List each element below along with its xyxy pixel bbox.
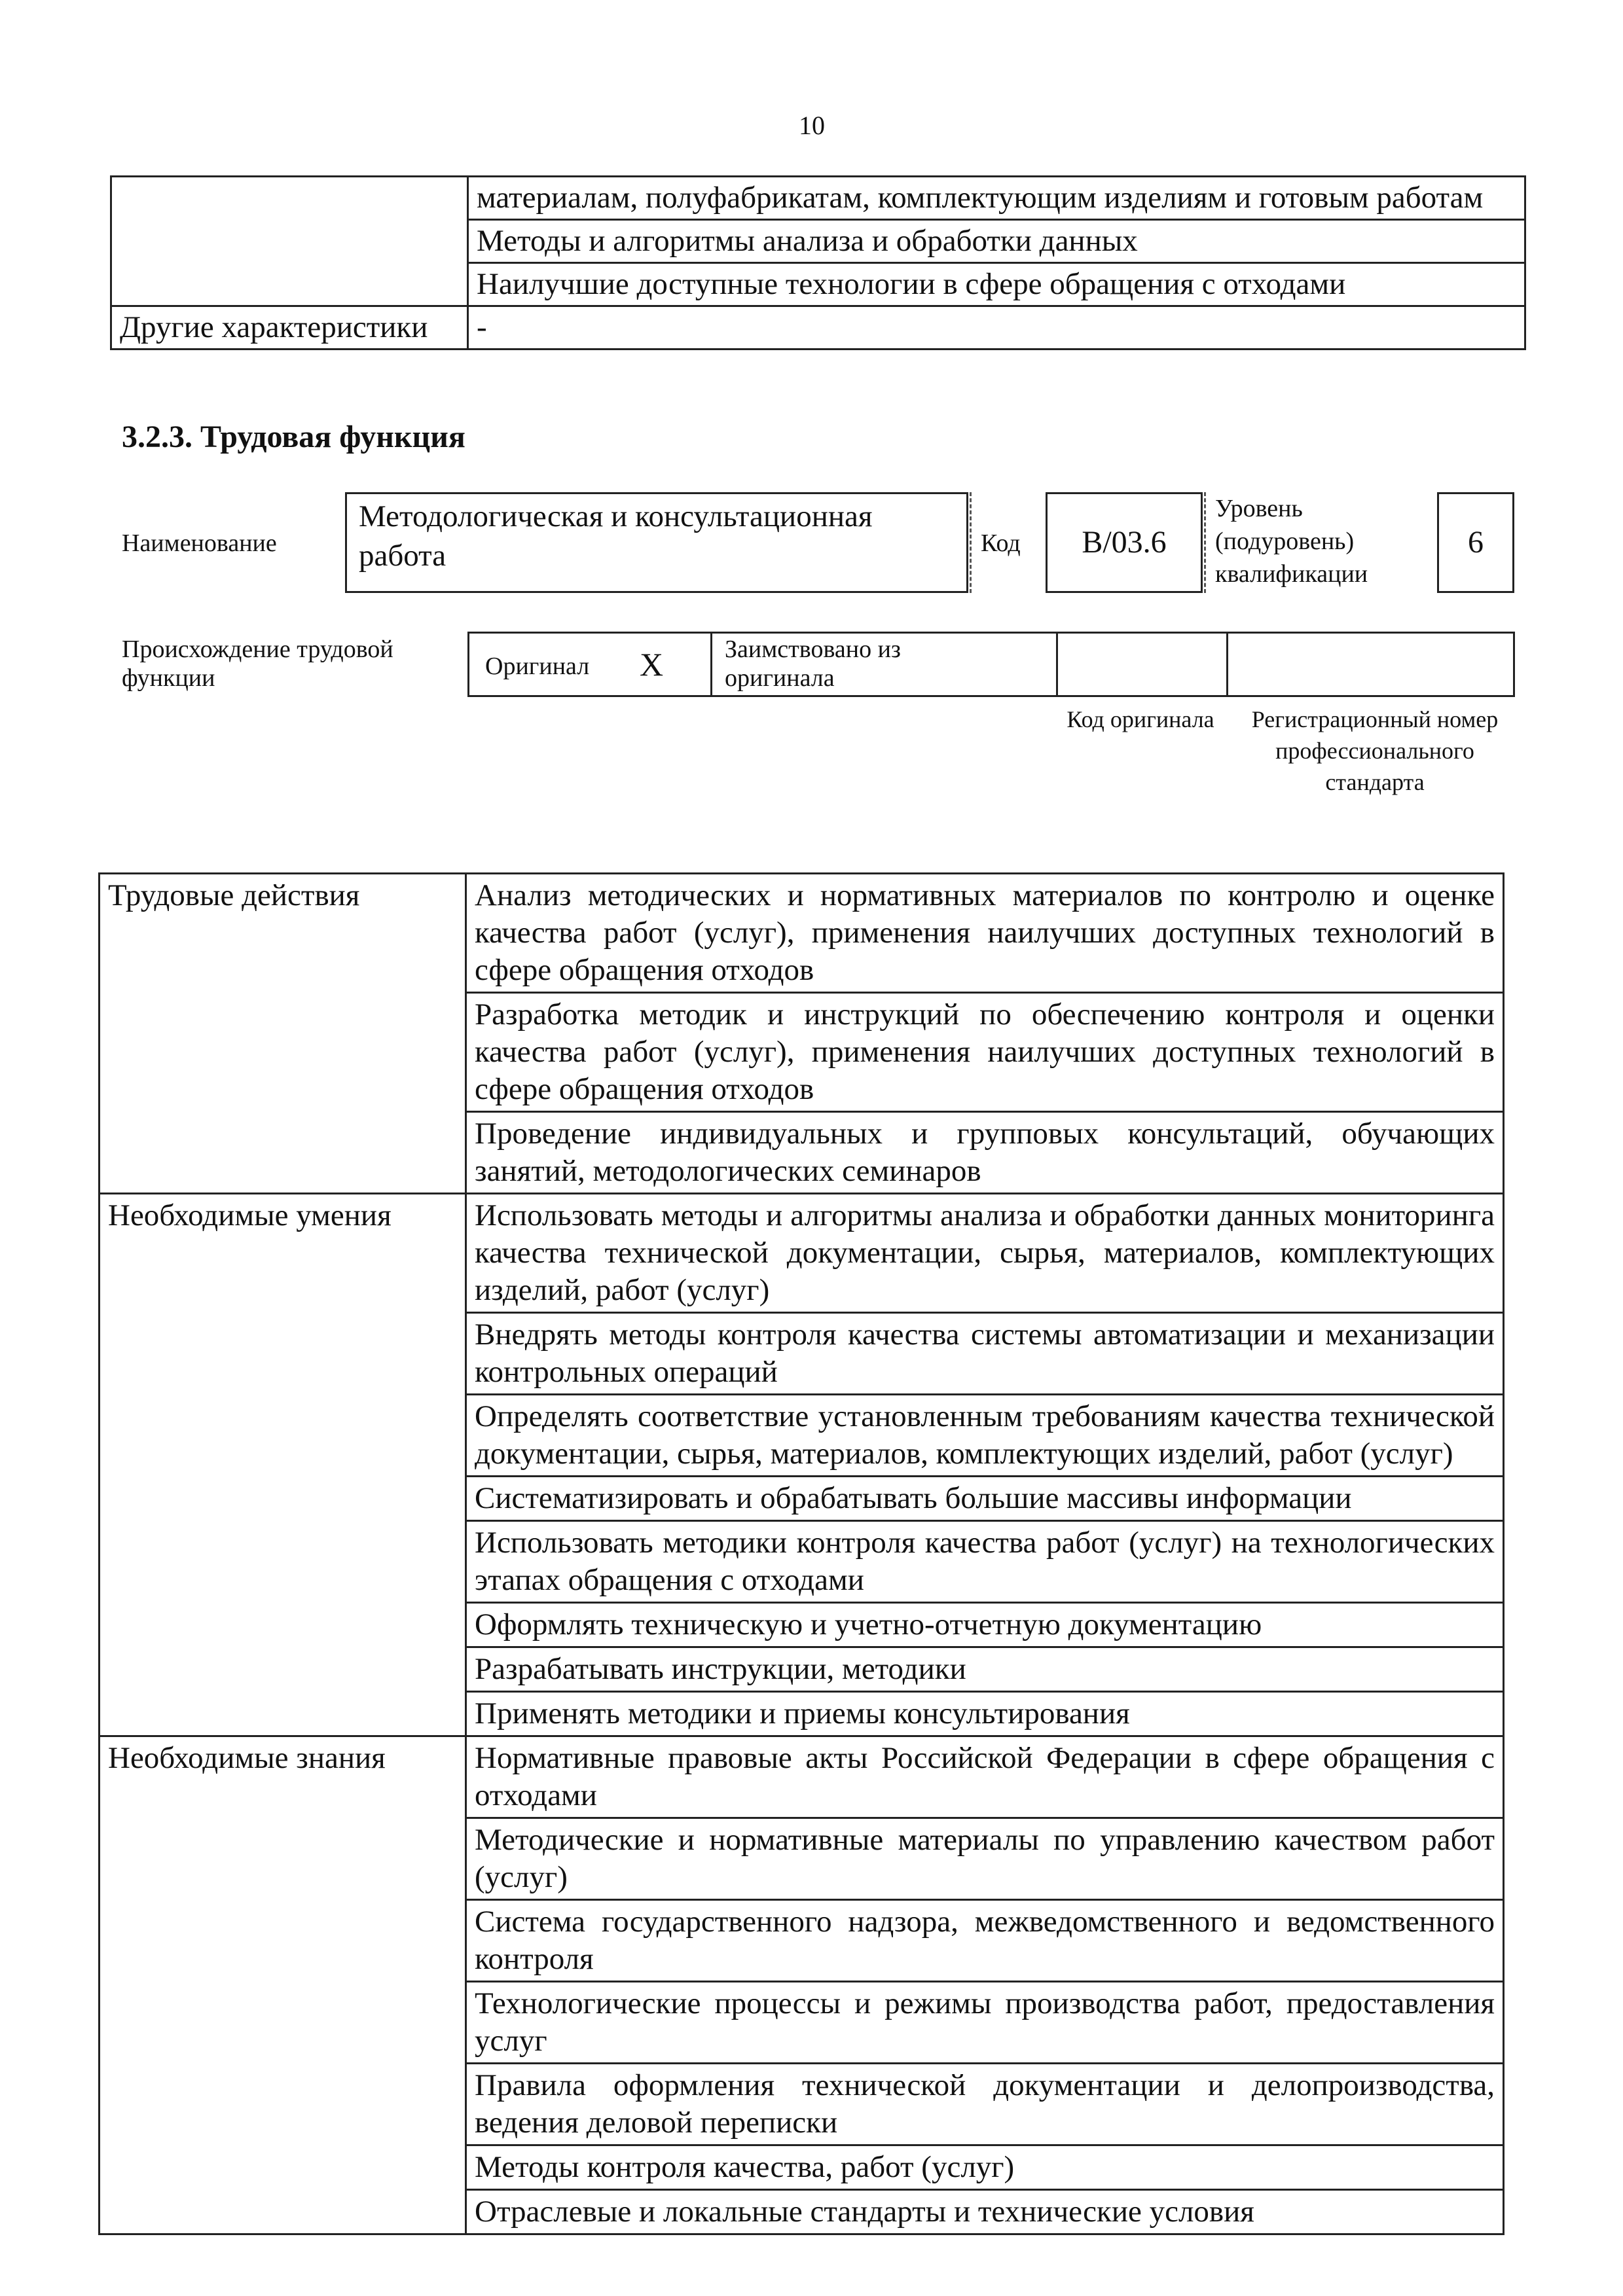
code-box xyxy=(1046,492,1203,593)
list-item: Отраслевые и локальные стандарты и технические условия xyxy=(466,2190,1504,2234)
group-label: Необходимые умения xyxy=(100,1194,466,1736)
level-label: Уровень (подуровень) квалификации xyxy=(1215,495,1368,588)
table-value-cell: Методы и алгоритмы анализа и обработки данных xyxy=(468,220,1525,263)
list-item: Внедрять методы контроля качества системы автоматизации и механизации контрольных операций xyxy=(466,1313,1504,1395)
divider xyxy=(1226,632,1228,697)
function-name-box xyxy=(345,492,968,593)
borrowed-label: Заимствовано из оригинала xyxy=(725,636,901,692)
list-item: Систематизировать и обрабатывать большие массивы информации xyxy=(466,1477,1504,1521)
list-item: Технологические процессы и режимы производства работ, предоставления услуг xyxy=(466,1982,1504,2064)
list-item: Применять методики и приемы консультирования xyxy=(466,1692,1504,1736)
list-item: Разработка методик и инструкций по обеспечению контроля и оценки качества работ (услуг), применения наилучших доступных технологий в сфере обращения отходов xyxy=(466,993,1504,1112)
list-item: Методы контроля качества, работ (услуг) xyxy=(466,2145,1504,2190)
list-item: Использовать методики контроля качества работ (услуг) на технологических этапах обращения с отходами xyxy=(466,1521,1504,1603)
section-title: 3.2.3. Трудовая функция xyxy=(122,420,465,454)
page-number: 10 xyxy=(799,111,825,140)
table-label-cell: Другие характеристики xyxy=(111,306,468,350)
list-item: Оформлять техническую и учетно-отчетную документацию xyxy=(466,1603,1504,1647)
level-box xyxy=(1437,492,1514,593)
reg-number-caption: Регистрационный номер профессионального стандарта xyxy=(1251,706,1499,795)
continuation-table xyxy=(110,175,1526,350)
code-original-caption: Код оригинала xyxy=(1067,706,1214,732)
list-item: Анализ методических и нормативных материалов по контролю и оценке качества работ (услуг), применения наилучших доступных технологий в сфере обращения отходов xyxy=(466,874,1504,993)
name-label: Наименование xyxy=(122,529,277,557)
divider xyxy=(1202,492,1206,593)
list-item: Система государственного надзора, межведомственного и ведомственного контроля xyxy=(466,1900,1504,1982)
table-row xyxy=(111,177,1525,220)
origin-label: Происхождение трудовой функции xyxy=(122,636,393,692)
table-row xyxy=(100,874,1504,993)
original-mark: X xyxy=(640,646,664,683)
table-row xyxy=(111,306,1525,350)
table-value-cell: материалам, полуфабрикатам, комплектующим изделиям и готовым работам xyxy=(468,177,1525,220)
origin-box xyxy=(467,632,1515,697)
list-item: Правила оформления технической документации и делопроизводства, ведения деловой переписки xyxy=(466,2064,1504,2145)
group-label: Необходимые знания xyxy=(100,1736,466,2234)
list-item: Проведение индивидуальных и групповых консультаций, обучающих занятий, методологических семинаров xyxy=(466,1112,1504,1194)
table-row xyxy=(100,1194,1504,1313)
list-item: Использовать методы и алгоритмы анализа и обработки данных мониторинга качества технической документации, сырья, материалов, комплектующих изделий, работ (услуг) xyxy=(466,1194,1504,1313)
divider xyxy=(968,492,972,593)
level-value: 6 xyxy=(1468,525,1484,560)
divider xyxy=(710,632,712,697)
function-name: Методологическая и консультационная работа xyxy=(359,499,873,573)
table-value-cell: Наилучшие доступные технологии в сфере обращения с отходами xyxy=(468,263,1525,306)
table-label-cell xyxy=(111,177,468,306)
group-label: Трудовые действия xyxy=(100,874,466,1194)
code-value: B/03.6 xyxy=(1082,525,1167,560)
table-row xyxy=(100,1736,1504,1818)
list-item: Нормативные правовые акты Российской Федерации в сфере обращения с отходами xyxy=(466,1736,1504,1818)
original-label: Оригинал xyxy=(485,653,590,680)
list-item: Определять соответствие установленным требованиям качества технической документации, сырья, материалов, комплектующих изделий, работ (услуг) xyxy=(466,1395,1504,1477)
function-details-table xyxy=(98,872,1504,2235)
list-item: Методические и нормативные материалы по управлению качеством работ (услуг) xyxy=(466,1818,1504,1900)
divider xyxy=(1056,632,1058,697)
code-label: Код xyxy=(981,529,1021,557)
table-value-cell: - xyxy=(468,306,1525,350)
list-item: Разрабатывать инструкции, методики xyxy=(466,1647,1504,1692)
